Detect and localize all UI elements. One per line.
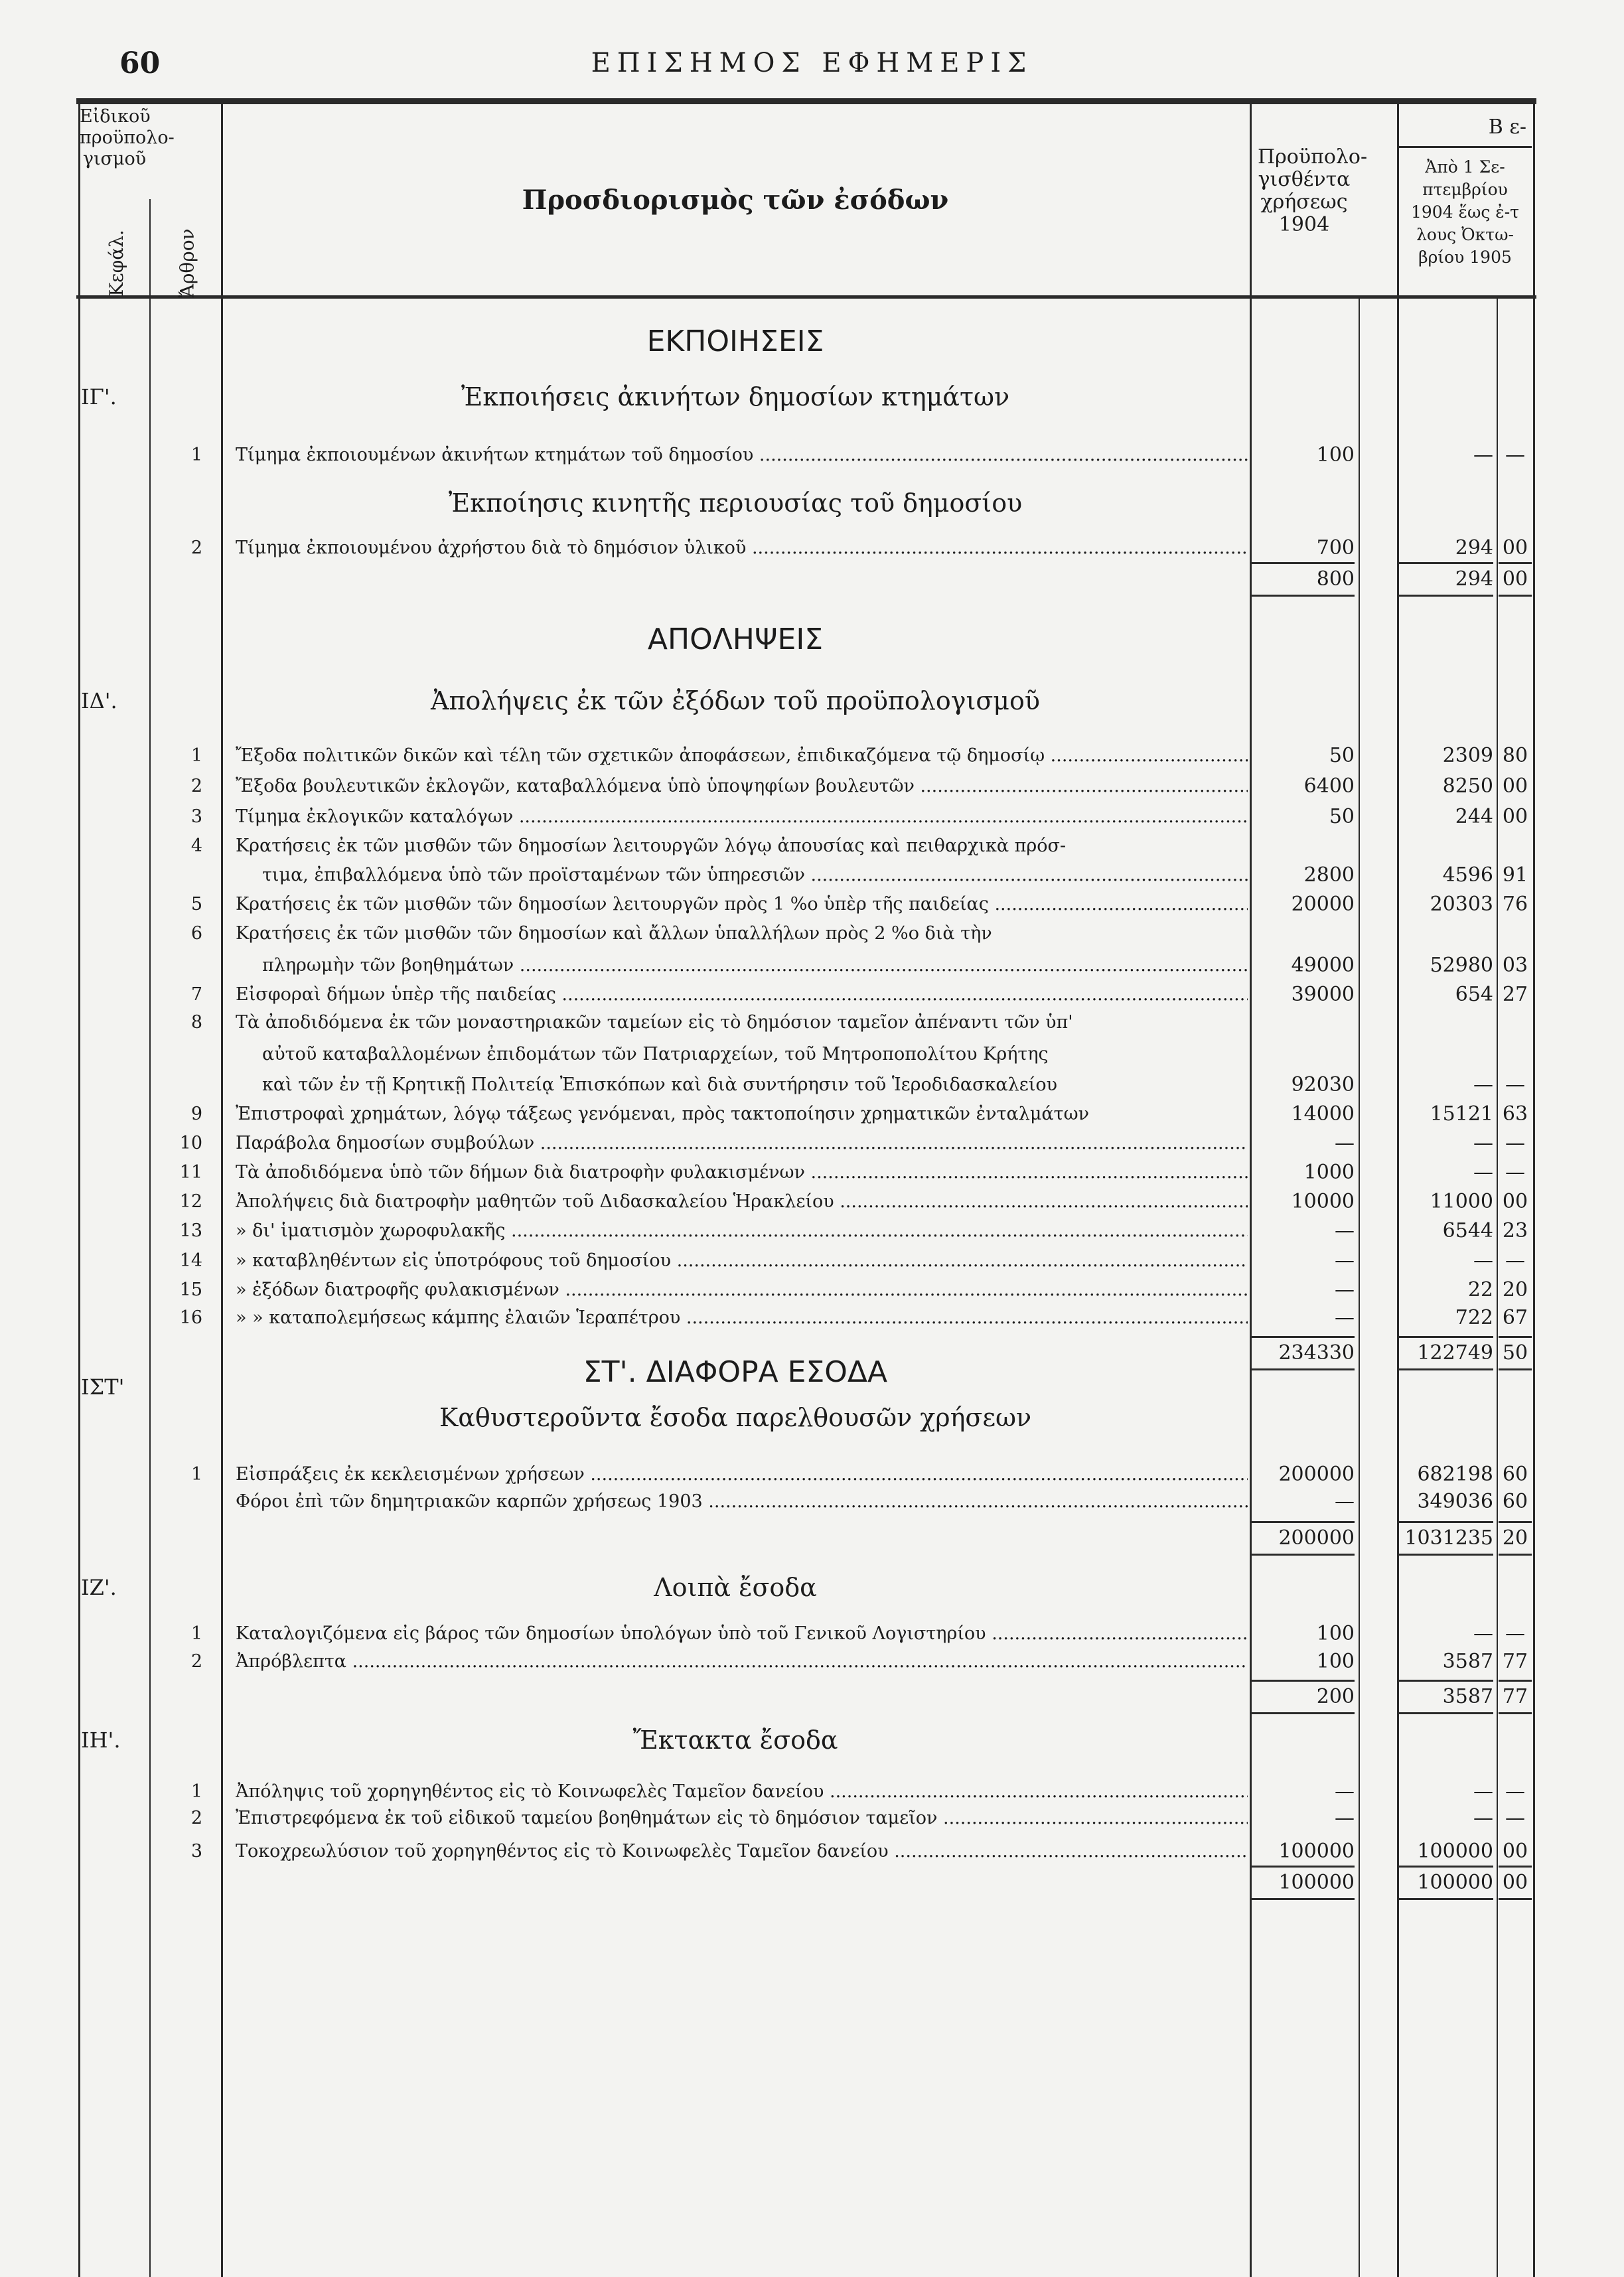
subheading-row [0,1572,1624,1603]
collected-cents: — [1505,1249,1525,1272]
table-row [0,1099,1624,1130]
collected-cents: 27 [1502,983,1528,1006]
item-description: Ἐπιστροφαὶ χρημάτων, λόγῳ τάξεως γενόμεναι, πρὸς τακτοποίησιν χρηματικῶν ἐνταλμάτων [236,1104,1089,1124]
budgeted-amount: 200 [1250,1680,1355,1714]
item-description: Ἔξοδα βουλευτικῶν ἐκλογῶν, καταβαλλόμενα ὑπὸ ὑποψηφίων βουλευτῶν ..... [236,771,1248,802]
page-number: 60 [119,46,161,80]
budgeted-amount: 50 [1329,805,1355,828]
table-row [0,1303,1624,1333]
subheading-row [0,1402,1624,1433]
article-number: 1 [190,1781,202,1802]
collected-cents: 00 [1499,562,1532,597]
table-row [0,1836,1624,1867]
table-row [0,831,1624,861]
collected-cents: — [1505,1780,1525,1803]
table-row [0,860,1624,891]
collected-cents: — [1505,1161,1525,1184]
item-description: Κρατήσεις ἐκ τῶν μισθῶν τῶν δημοσίων καὶ ἄλλων ὑπαλλήλων πρὸς 2 %ο διὰ τὴν [236,923,992,944]
subheading-row [0,382,1624,412]
collected-amount: 20303 [1430,893,1493,916]
budgeted-amount: 49000 [1291,954,1355,977]
article-number: 1 [190,1623,202,1644]
collected-cents: 00 [1502,1190,1528,1213]
collected-cents: 60 [1502,1490,1528,1513]
budgeted-amount: 100000 [1278,1840,1355,1863]
budgeted-amount: 200000 [1278,1463,1355,1486]
table-row [0,802,1624,832]
collected-cents: 80 [1502,744,1528,767]
table-row [0,918,1624,949]
collected-amount: — [1473,1780,1493,1803]
subheading-row [0,1725,1624,1755]
budgeted-amount: 10000 [1291,1190,1355,1213]
section-heading-row [0,1355,1624,1400]
budgeted-amount: 1000 [1303,1161,1355,1184]
item-description: Τίμημα ἐκλογικῶν καταλόγων ..... [236,802,1248,832]
item-description: Ἀπρόβλεπτα ..... [236,1647,1248,1677]
collected-amount: 122749 [1399,1336,1493,1370]
collected-cents: 20 [1499,1521,1532,1556]
collected-amount: — [1473,1132,1493,1155]
article-number: 10 [179,1133,202,1153]
item-description: πληρωμὴν τῶν βοηθημάτων ..... [262,950,1248,981]
budgeted-amount: — [1335,1490,1355,1513]
table-row [0,1157,1624,1188]
budgeted-amount: — [1335,1806,1355,1830]
header-article: Ἄρθρον [176,228,198,298]
budgeted-amount: — [1335,1278,1355,1301]
article-number: 1 [190,1464,202,1485]
section-heading-row [0,327,1624,357]
collected-cents: 03 [1502,954,1528,977]
table-row [0,533,1624,563]
budgeted-amount: — [1335,1306,1355,1329]
table-row [0,741,1624,771]
table-row [0,440,1624,471]
budgeted-amount: 800 [1250,562,1355,597]
collected-amount: — [1473,1073,1493,1096]
item-description: Ἔξοδα πολιτικῶν δικῶν καὶ τέλη τῶν σχετικῶν ἀποφάσεων, ἐπιδικαζόμενα τῷ δημοσίῳ ..... [236,741,1248,771]
budgeted-amount: 92030 [1291,1073,1355,1096]
header-subrule [1399,146,1532,148]
total-row [0,562,1624,593]
budgeted-amount: 700 [1316,536,1355,559]
subheading-row [0,686,1624,716]
collected-cents: — [1505,1132,1525,1155]
collected-amount: 11000 [1430,1190,1493,1213]
collected-amount: 15121 [1430,1102,1493,1126]
article-number: 6 [190,923,202,944]
collected-amount: 294 [1455,536,1493,559]
collected-amount: 244 [1455,805,1493,828]
collected-cents: 00 [1499,1866,1532,1900]
section-heading: ΣΤ'. ΔΙΑΦΟΡΑ ΕΣΟΔΑ [583,1355,888,1389]
budgeted-amount: 100 [1316,1622,1355,1645]
budgeted-amount: — [1335,1132,1355,1155]
table-row [0,1007,1624,1038]
collected-amount: — [1473,1161,1493,1184]
budgeted-amount: 6400 [1303,774,1355,798]
budgeted-amount: 100 [1316,443,1355,467]
header-special-budget: Εἰδικοῦ προϋπολο-γισμοῦ [80,106,175,169]
collected-amount: 722 [1455,1306,1493,1329]
subheading: Καθυστεροῦντα ἔσοδα παρελθουσῶν χρήσεων [439,1403,1032,1432]
collected-amount: 22 [1467,1278,1493,1301]
article-number: 8 [190,1012,202,1033]
collected-cents: 60 [1502,1463,1528,1486]
chapter-number: ΙΣΤ' [81,1374,125,1400]
subheading: Ἔκτακτα ἔσοδα [632,1726,838,1755]
budgeted-amount: — [1335,1780,1355,1803]
article-number: 2 [190,538,202,558]
item-description: Καταλογιζόμενα εἰς βάρος τῶν δημοσίων ὑπολόγων ὑπὸ τοῦ Γενικοῦ Λογιστηρίου ..... [236,1619,1248,1649]
collected-cents: 50 [1499,1336,1532,1370]
table-row [0,1459,1624,1490]
item-description: Τίμημα ἐκποιουμένων ἀκινήτων κτημάτων τοῦ δημοσίου ..... [236,440,1248,471]
subheading-row [0,488,1624,518]
article-number: 11 [179,1162,202,1183]
collected-cents: 00 [1502,805,1528,828]
table-row [0,1246,1624,1276]
item-description: Παράβολα δημοσίων συμβούλων ..... [236,1128,1248,1159]
header-rule [76,295,1536,299]
budgeted-amount: 234330 [1250,1336,1355,1370]
collected-amount: 2309 [1442,744,1493,767]
budgeted-amount: — [1335,1249,1355,1272]
header-chapter: Κεφάλ. [105,230,127,297]
collected-cents: 23 [1502,1219,1528,1242]
budgeted-amount: 200000 [1250,1521,1355,1556]
article-number: 13 [179,1220,202,1241]
article-number: 12 [179,1191,202,1212]
collected-cents: 63 [1502,1102,1528,1126]
item-description: Τίμημα ἐκποιουμένου ἀχρήστου διὰ τὸ δημόσιον ὑλικοῦ ..... [236,533,1248,563]
budgeted-amount: 20000 [1291,893,1355,916]
collected-cents: 20 [1502,1278,1528,1301]
item-description: Ἀπολήψεις διὰ διατροφὴν μαθητῶν τοῦ Διδασκαλείου Ἡρακλείου ..... [236,1187,1248,1217]
subheading: Λοιπὰ ἔσοδα [654,1573,817,1602]
article-number: 4 [190,836,202,856]
table-row [0,889,1624,920]
item-description: » δι' ἱματισμὸν χωροφυλακῆς ..... [236,1216,1248,1246]
item-description: αὐτοῦ καταβαλλομένων ἐπιδομάτων τῶν Πατριαρχείων, τοῦ Μητροποπολίτου Κρήτης [262,1044,1049,1065]
article-number: 1 [190,445,202,465]
collected-amount: 6544 [1442,1219,1493,1242]
table-row [0,1039,1624,1070]
article-number: 2 [190,776,202,796]
item-description: Τοκοχρεωλύσιον τοῦ χορηγηθέντος εἰς τὸ Κοινωφελὲς Ταμεῖον δανείου ..... [236,1836,1248,1867]
collected-amount: — [1473,1249,1493,1272]
collected-amount: 3587 [1399,1680,1493,1714]
header-collected-top: Β ε- [1488,115,1526,139]
item-description: » » καταπολεμήσεως κάμπης ἐλαιῶν Ἱεραπέτρου ..... [236,1303,1248,1333]
item-description: Κρατήσεις ἐκ τῶν μισθῶν τῶν δημοσίων λειτουργῶν πρὸς 1 %ο ὑπὲρ τῆς παιδείας ..... [236,889,1248,920]
section-heading: ΑΠΟΛΗΨΕΙΣ [647,623,824,656]
collected-amount: — [1473,1806,1493,1830]
table-row [0,950,1624,981]
subheading: Ἀπολήψεις ἐκ τῶν ἐξόδων τοῦ προϋπολογισμοῦ [431,686,1040,715]
table-row [0,1187,1624,1217]
collected-cents: 00 [1502,774,1528,798]
collected-amount: 100000 [1417,1840,1493,1863]
chapter-number: ΙΓ'. [81,384,117,409]
page-title: ΕΠΙΣΗΜΟΣ ΕΦΗΜΕΡΙΣ [591,48,1033,78]
table-row [0,1216,1624,1246]
collected-amount: 682198 [1417,1463,1493,1486]
collected-cents: — [1505,443,1525,467]
total-row [0,1866,1624,1896]
collected-amount: 294 [1399,562,1493,597]
collected-cents: 67 [1502,1306,1528,1329]
collected-amount: — [1473,1622,1493,1645]
top-rule [76,98,1536,104]
table-row [0,1803,1624,1834]
collected-cents: — [1505,1622,1525,1645]
total-row [0,1680,1624,1710]
article-number: 15 [179,1280,202,1300]
item-description: » ἐξόδων διατροφῆς φυλακισμένων ..... [236,1275,1248,1305]
collected-cents: 91 [1502,863,1528,887]
header-description: Προσδιορισμὸς τῶν ἐσόδων [522,184,949,216]
chapter-number: ΙΖ'. [81,1575,117,1600]
article-number: 3 [190,1841,202,1862]
article-number: 9 [190,1104,202,1124]
table-row [0,1070,1624,1100]
article-number: 2 [190,1808,202,1828]
collected-amount: 8250 [1442,774,1493,798]
item-description: τιμα, ἐπιβαλλόμενα ὑπὸ τῶν προϊσταμένων τῶν ὑπηρεσιῶν ..... [262,860,1248,891]
table-row [0,1275,1624,1305]
budgeted-amount: 39000 [1291,983,1355,1006]
chapter-number: ΙΔ'. [81,688,117,713]
budgeted-amount: — [1335,1219,1355,1242]
item-description: Τὰ ἀποδιδόμενα ἐκ τῶν μοναστηριακῶν ταμείων εἰς τὸ δημόσιον ταμεῖον ἀπέναντι τῶν ὑπ' [236,1012,1073,1033]
collected-cents: 77 [1502,1650,1528,1673]
collected-amount: 100000 [1399,1866,1493,1900]
item-description: Ἀπόληψις τοῦ χορηγηθέντος εἰς τὸ Κοινωφελὲς Ταμεῖον δανείου ..... [236,1777,1248,1807]
item-description: Κρατήσεις ἐκ τῶν μισθῶν τῶν δημοσίων λειτουργῶν λόγῳ ἀπουσίας καὶ πειθαρχικὰ πρόσ- [236,836,1067,856]
collected-amount: 349036 [1417,1490,1493,1513]
total-row [0,1521,1624,1552]
header-budgeted: Προϋπολο-γισθέντα χρήσεως 1904 [1258,145,1368,236]
item-description: » καταβληθέντων εἰς ὑποτρόφους τοῦ δημοσίου ..... [236,1246,1248,1276]
collected-cents: — [1505,1073,1525,1096]
budgeted-amount: 100000 [1250,1866,1355,1900]
collected-cents: 76 [1502,893,1528,916]
table-row [0,771,1624,802]
table-row [0,1487,1624,1517]
article-number: 5 [190,894,202,915]
item-description: Εἰσφοραὶ δήμων ὑπὲρ τῆς παιδείας ..... [236,980,1248,1010]
subheading: Ἐκποίησις κινητῆς περιουσίας τοῦ δημοσίου [448,488,1023,518]
collected-cents: — [1505,1806,1525,1830]
budgeted-amount: 2800 [1303,863,1355,887]
item-description: Ἐπιστρεφόμενα ἐκ τοῦ εἰδικοῦ ταμείου βοηθημάτων εἰς τὸ δημόσιον ταμεῖον ..... [236,1803,1248,1834]
budgeted-amount: 100 [1316,1650,1355,1673]
section-heading: ΕΚΠΟΙΗΣΕΙΣ [646,325,824,358]
collected-cents: 00 [1502,536,1528,559]
budgeted-amount: 14000 [1291,1102,1355,1126]
collected-cents: 00 [1502,1840,1528,1863]
budgeted-amount: 50 [1329,744,1355,767]
collected-amount: — [1473,443,1493,467]
collected-amount: 52980 [1430,954,1493,977]
collected-cents: 77 [1499,1680,1532,1714]
table-row [0,1128,1624,1159]
item-description: Φόροι ἐπὶ τῶν δημητριακῶν καρπῶν χρήσεως 1903 ..... [236,1487,1248,1517]
collected-amount: 654 [1455,983,1493,1006]
header-collected: Ἀπὸ 1 Σε-πτεμβρίου 1904 ἕως ἐ-τ λους Ὀκτω-βρίου 1905 [1410,157,1519,267]
collected-amount: 4596 [1442,863,1493,887]
subheading: Ἐκποιήσεις ἀκινήτων δημοσίων κτημάτων [461,382,1010,411]
article-number: 2 [190,1651,202,1672]
table-row [0,1619,1624,1649]
article-number: 16 [179,1307,202,1328]
article-number: 7 [190,984,202,1005]
chapter-number: ΙΗ'. [81,1727,121,1753]
item-description: καὶ τῶν ἐν τῇ Κρητικῇ Πολιτείᾳ Ἐπισκόπων καὶ διὰ συντήρησιν τοῦ Ἱεροδιδασκαλείου [262,1074,1058,1095]
table-row [0,980,1624,1010]
article-number: 3 [190,806,202,827]
item-description: Εἰσπράξεις ἐκ κεκλεισμένων χρήσεων ..... [236,1459,1248,1490]
item-description: Τὰ ἀποδιδόμενα ὑπὸ τῶν δήμων διὰ διατροφὴν φυλακισμένων ..... [236,1157,1248,1188]
section-heading-row [0,624,1624,655]
table-row [0,1647,1624,1677]
collected-amount: 1031235 [1399,1521,1493,1556]
collected-amount: 3587 [1442,1650,1493,1673]
article-number: 14 [179,1250,202,1271]
article-number: 1 [190,745,202,766]
